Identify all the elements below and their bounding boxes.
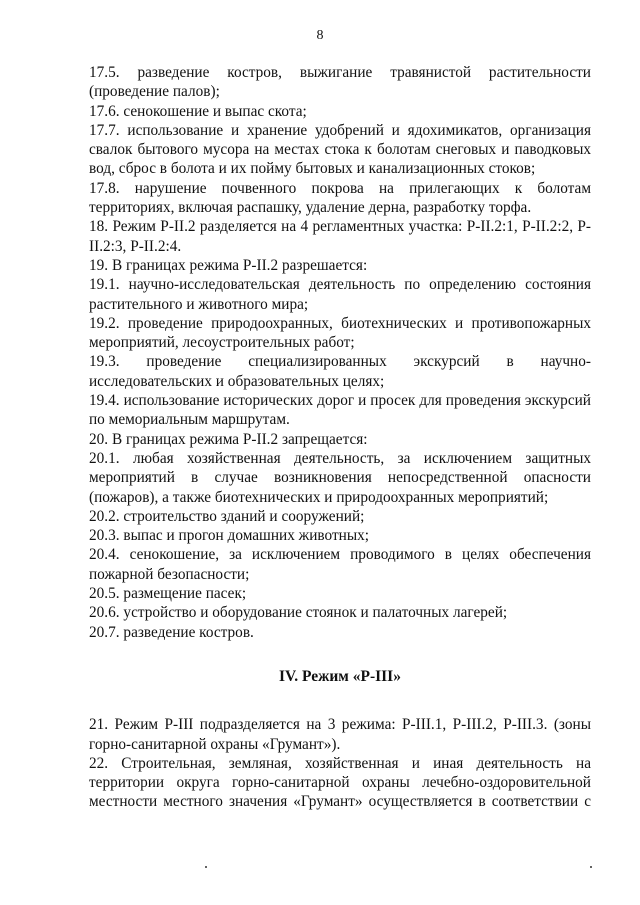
paragraph-20: 20. В границах режима Р-II.2 запрещается: [89,430,368,448]
scan-speck [590,866,592,868]
paragraph-21: 21. Режим Р-III подразделяется на 3 режима: Р-III.1, Р-III.2, Р-III.3. (зоны горно-санитарной охраны «Грумант»). [89,716,591,753]
paragraph-20-5: 20.5. размещение пасек; [89,585,247,603]
section-heading: IV. Режим «Р-III» [279,667,401,685]
paragraph-20-2: 20.2. строительство зданий и сооружений; [89,507,365,525]
paragraph-19-3: 19.3. проведение специализированных экскурсий в научно-исследовательских и образовательных целях; [89,353,591,390]
paragraph-22: 22. Строительная, земляная, хозяйственная и иная деятельность на территории округа горно-санитарной охраны лечебно-оздоровительной местности местного значения «Грумант» осуществляется в соответствии с [89,754,591,811]
paragraph-20-7: 20.7. разведение костров. [89,623,254,641]
paragraph-19-2: 19.2. проведение природоохранных, биотехнических и противопожарных мероприятий, лесоустроительных работ; [89,314,591,352]
page-number: 8 [316,28,324,43]
paragraph-17-8: 17.8. нарушение почвенного покрова на прилегающих к болотам территориях, включая распашку, удаление дерна, разработку торфа. [89,179,591,217]
scan-speck [205,866,207,868]
paragraph-20-3: 20.3. выпас и прогон домашних животных; [89,527,370,545]
paragraph-20-4: 20.4. сенокошение, за исключением проводимого в целях обеспечения пожарной безопасности; [89,546,591,583]
paragraph-19-1: 19.1. научно-исследовательская деятельность по определению состояния растительного и животного мира; [89,276,591,313]
paragraph-18: 18. Режим Р-II.2 разделяется на 4 регламентных участка: Р-II.2:1, Р-II.2:2, Р-II.2:3, Р-II.2:4. [89,218,591,255]
document-body [89,63,591,812]
paragraph-17-5: 17.5. разведение костров, выжигание травянистой растительности (проведение палов); [89,64,591,101]
paragraph-17-6: 17.6. сенокошение и выпас скота; [89,102,307,120]
paragraph-19: 19. В границах режима Р-II.2 разрешается: [89,256,368,274]
paragraph-17-7: 17.7. использование и хранение удобрений и ядохимикатов, организация свалок бытового мусора на местах стока к болотам снеговых и паводковых вод, сброс в болота и их пойму бытовых и канализационных стоков; [89,121,591,178]
paragraph-20-1: 20.1. любая хозяйственная деятельность, за исключением защитных мероприятий в случае возникновения непосредственной опасности (пожаров), а также биотехнических и природоохранных мероприятий; [89,449,591,506]
paragraph-20-6: 20.6. устройство и оборудование стоянок и палаточных лагерей; [89,604,508,622]
paragraph-19-4: 19.4. использование исторических дорог и просек для проведения экскурсий по мемориальным маршрутам. [89,392,591,429]
